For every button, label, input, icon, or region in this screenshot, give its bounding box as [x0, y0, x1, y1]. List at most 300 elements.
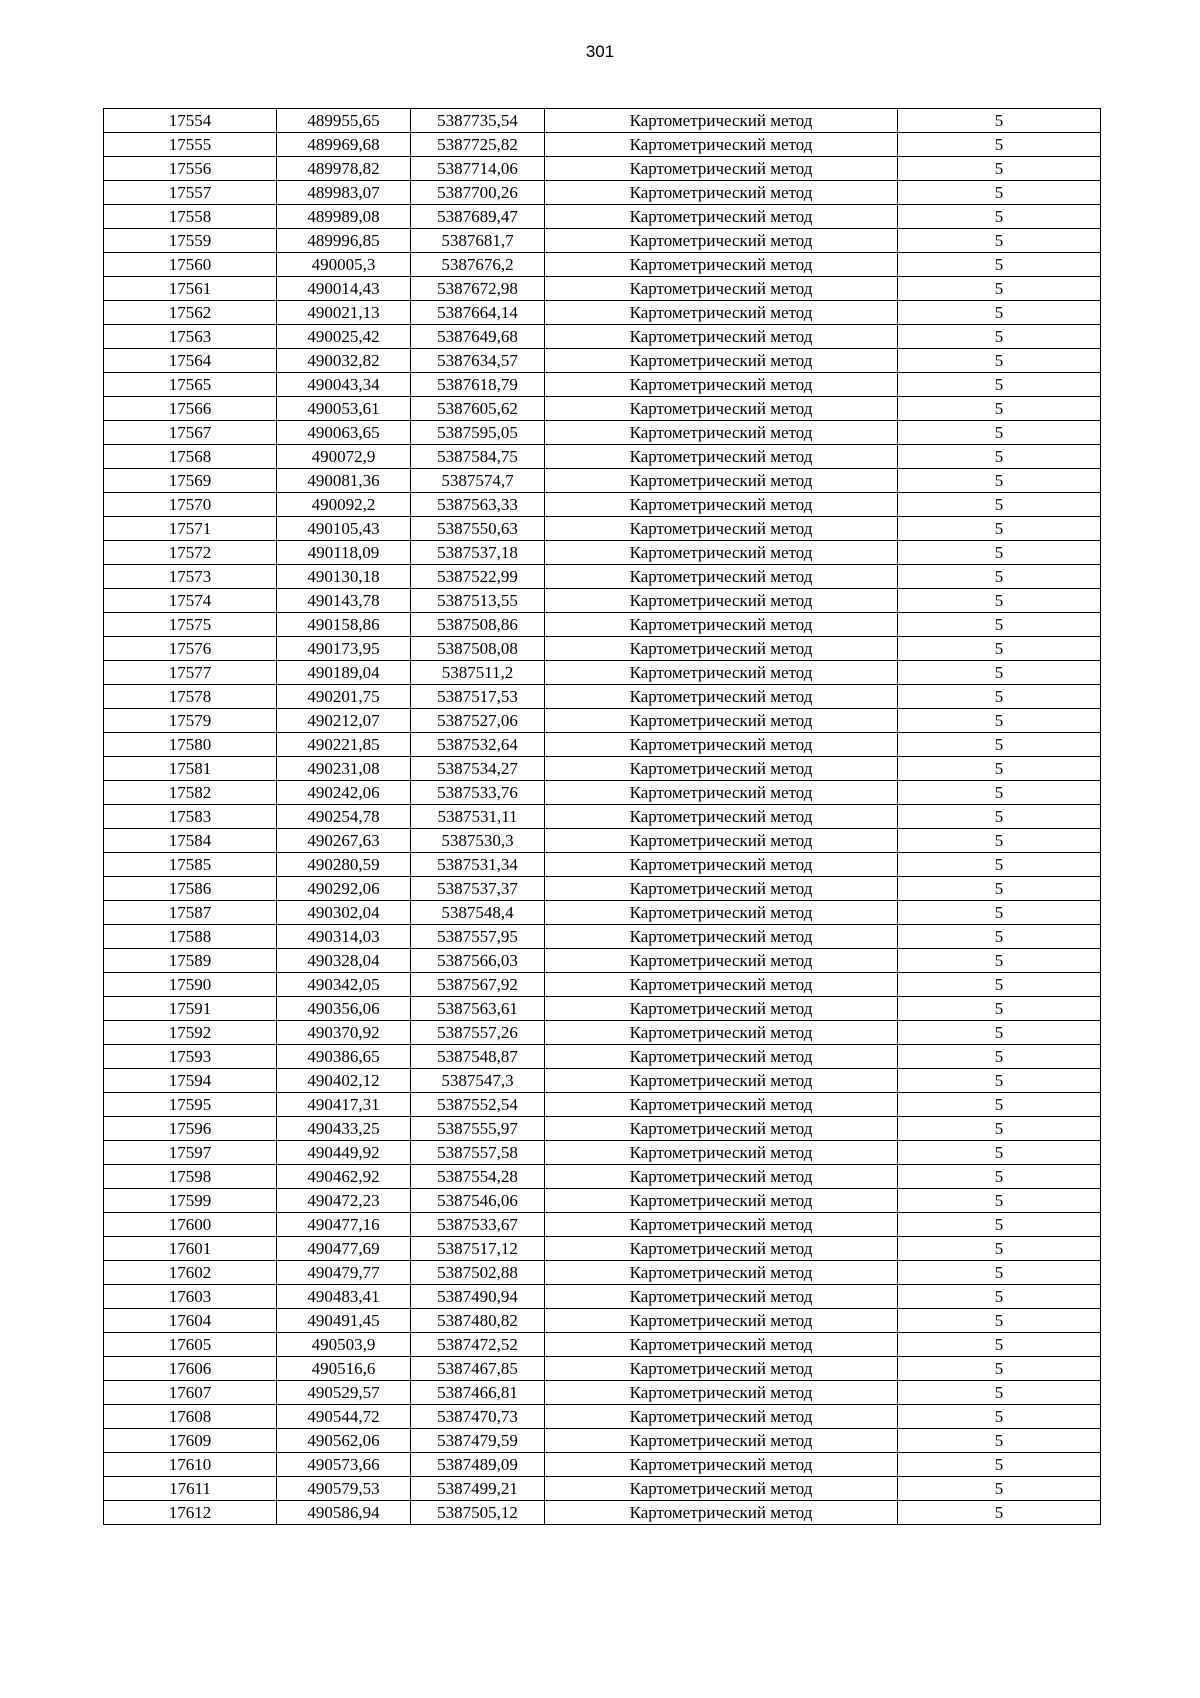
y-coordinate-cell: 5387557,95 — [411, 925, 545, 949]
method-cell: Картометрический метод — [545, 973, 898, 997]
y-coordinate-cell: 5387605,62 — [411, 397, 545, 421]
coordinates-table — [103, 108, 1101, 1525]
point-number-cell: 17569 — [104, 469, 277, 493]
x-coordinate-cell: 490562,06 — [277, 1429, 411, 1453]
x-coordinate-cell: 490280,59 — [277, 853, 411, 877]
x-coordinate-cell: 490402,12 — [277, 1069, 411, 1093]
method-cell: Картометрический метод — [545, 997, 898, 1021]
accuracy-cell: 5 — [898, 1429, 1101, 1453]
point-number-cell: 17606 — [104, 1357, 277, 1381]
point-number-cell: 17611 — [104, 1477, 277, 1501]
table-row — [104, 901, 1101, 925]
x-coordinate-cell: 489996,85 — [277, 229, 411, 253]
accuracy-cell: 5 — [898, 277, 1101, 301]
y-coordinate-cell: 5387533,76 — [411, 781, 545, 805]
table-body — [104, 109, 1101, 1525]
point-number-cell: 17572 — [104, 541, 277, 565]
accuracy-cell: 5 — [898, 1045, 1101, 1069]
accuracy-cell: 5 — [898, 469, 1101, 493]
y-coordinate-cell: 5387531,34 — [411, 853, 545, 877]
accuracy-cell: 5 — [898, 1069, 1101, 1093]
y-coordinate-cell: 5387555,97 — [411, 1117, 545, 1141]
method-cell: Картометрический метод — [545, 757, 898, 781]
table-row — [104, 1165, 1101, 1189]
table-row — [104, 1141, 1101, 1165]
y-coordinate-cell: 5387479,59 — [411, 1429, 545, 1453]
table-row — [104, 133, 1101, 157]
method-cell: Картометрический метод — [545, 397, 898, 421]
accuracy-cell: 5 — [898, 901, 1101, 925]
table-row — [104, 1261, 1101, 1285]
table-row — [104, 229, 1101, 253]
method-cell: Картометрический метод — [545, 1453, 898, 1477]
method-cell: Картометрический метод — [545, 877, 898, 901]
method-cell: Картометрический метод — [545, 325, 898, 349]
accuracy-cell: 5 — [898, 1357, 1101, 1381]
method-cell: Картометрический метод — [545, 1117, 898, 1141]
accuracy-cell: 5 — [898, 781, 1101, 805]
point-number-cell: 17605 — [104, 1333, 277, 1357]
method-cell: Картометрический метод — [545, 133, 898, 157]
y-coordinate-cell: 5387466,81 — [411, 1381, 545, 1405]
table-row — [104, 1309, 1101, 1333]
point-number-cell: 17586 — [104, 877, 277, 901]
method-cell: Картометрический метод — [545, 421, 898, 445]
y-coordinate-cell: 5387672,98 — [411, 277, 545, 301]
point-number-cell: 17559 — [104, 229, 277, 253]
accuracy-cell: 5 — [898, 253, 1101, 277]
x-coordinate-cell: 489955,65 — [277, 109, 411, 133]
point-number-cell: 17560 — [104, 253, 277, 277]
x-coordinate-cell: 490356,06 — [277, 997, 411, 1021]
method-cell: Картометрический метод — [545, 901, 898, 925]
y-coordinate-cell: 5387480,82 — [411, 1309, 545, 1333]
x-coordinate-cell: 490328,04 — [277, 949, 411, 973]
method-cell: Картометрический метод — [545, 637, 898, 661]
table-row — [104, 109, 1101, 133]
method-cell: Картометрический метод — [545, 1333, 898, 1357]
y-coordinate-cell: 5387531,11 — [411, 805, 545, 829]
method-cell: Картометрический метод — [545, 277, 898, 301]
point-number-cell: 17610 — [104, 1453, 277, 1477]
x-coordinate-cell: 490053,61 — [277, 397, 411, 421]
method-cell: Картометрический метод — [545, 517, 898, 541]
point-number-cell: 17574 — [104, 589, 277, 613]
x-coordinate-cell: 490292,06 — [277, 877, 411, 901]
method-cell: Картометрический метод — [545, 205, 898, 229]
method-cell: Картометрический метод — [545, 613, 898, 637]
x-coordinate-cell: 490158,86 — [277, 613, 411, 637]
x-coordinate-cell: 490472,23 — [277, 1189, 411, 1213]
x-coordinate-cell: 490462,92 — [277, 1165, 411, 1189]
x-coordinate-cell: 490231,08 — [277, 757, 411, 781]
x-coordinate-cell: 490092,2 — [277, 493, 411, 517]
point-number-cell: 17565 — [104, 373, 277, 397]
x-coordinate-cell: 490433,25 — [277, 1117, 411, 1141]
table-row — [104, 1405, 1101, 1429]
y-coordinate-cell: 5387557,26 — [411, 1021, 545, 1045]
x-coordinate-cell: 490189,04 — [277, 661, 411, 685]
y-coordinate-cell: 5387532,64 — [411, 733, 545, 757]
table-row — [104, 1357, 1101, 1381]
method-cell: Картометрический метод — [545, 1141, 898, 1165]
point-number-cell: 17596 — [104, 1117, 277, 1141]
accuracy-cell: 5 — [898, 301, 1101, 325]
method-cell: Картометрический метод — [545, 349, 898, 373]
table-row — [104, 1045, 1101, 1069]
method-cell: Картометрический метод — [545, 301, 898, 325]
point-number-cell: 17583 — [104, 805, 277, 829]
method-cell: Картометрический метод — [545, 181, 898, 205]
method-cell: Картометрический метод — [545, 229, 898, 253]
point-number-cell: 17581 — [104, 757, 277, 781]
x-coordinate-cell: 490386,65 — [277, 1045, 411, 1069]
table-row — [104, 349, 1101, 373]
x-coordinate-cell: 490105,43 — [277, 517, 411, 541]
x-coordinate-cell: 489983,07 — [277, 181, 411, 205]
accuracy-cell: 5 — [898, 157, 1101, 181]
method-cell: Картометрический метод — [545, 1285, 898, 1309]
accuracy-cell: 5 — [898, 517, 1101, 541]
y-coordinate-cell: 5387618,79 — [411, 373, 545, 397]
accuracy-cell: 5 — [898, 613, 1101, 637]
table-row — [104, 253, 1101, 277]
x-coordinate-cell: 490417,31 — [277, 1093, 411, 1117]
table-row — [104, 1453, 1101, 1477]
method-cell: Картометрический метод — [545, 829, 898, 853]
accuracy-cell: 5 — [898, 133, 1101, 157]
y-coordinate-cell: 5387563,33 — [411, 493, 545, 517]
x-coordinate-cell: 490072,9 — [277, 445, 411, 469]
point-number-cell: 17558 — [104, 205, 277, 229]
point-number-cell: 17588 — [104, 925, 277, 949]
accuracy-cell: 5 — [898, 229, 1101, 253]
y-coordinate-cell: 5387689,47 — [411, 205, 545, 229]
y-coordinate-cell: 5387508,86 — [411, 613, 545, 637]
y-coordinate-cell: 5387467,85 — [411, 1357, 545, 1381]
point-number-cell: 17591 — [104, 997, 277, 1021]
table-row — [104, 877, 1101, 901]
accuracy-cell: 5 — [898, 1093, 1101, 1117]
point-number-cell: 17589 — [104, 949, 277, 973]
y-coordinate-cell: 5387700,26 — [411, 181, 545, 205]
y-coordinate-cell: 5387517,12 — [411, 1237, 545, 1261]
accuracy-cell: 5 — [898, 1141, 1101, 1165]
y-coordinate-cell: 5387490,94 — [411, 1285, 545, 1309]
y-coordinate-cell: 5387508,08 — [411, 637, 545, 661]
point-number-cell: 17575 — [104, 613, 277, 637]
accuracy-cell: 5 — [898, 1117, 1101, 1141]
table-row — [104, 1093, 1101, 1117]
y-coordinate-cell: 5387513,55 — [411, 589, 545, 613]
method-cell: Картометрический метод — [545, 1045, 898, 1069]
table-row — [104, 373, 1101, 397]
accuracy-cell: 5 — [898, 589, 1101, 613]
accuracy-cell: 5 — [898, 853, 1101, 877]
point-number-cell: 17567 — [104, 421, 277, 445]
accuracy-cell: 5 — [898, 493, 1101, 517]
table-row — [104, 685, 1101, 709]
point-number-cell: 17608 — [104, 1405, 277, 1429]
point-number-cell: 17570 — [104, 493, 277, 517]
x-coordinate-cell: 490043,34 — [277, 373, 411, 397]
y-coordinate-cell: 5387557,58 — [411, 1141, 545, 1165]
y-coordinate-cell: 5387511,2 — [411, 661, 545, 685]
accuracy-cell: 5 — [898, 1285, 1101, 1309]
table-row — [104, 205, 1101, 229]
accuracy-cell: 5 — [898, 397, 1101, 421]
y-coordinate-cell: 5387472,52 — [411, 1333, 545, 1357]
table-row — [104, 589, 1101, 613]
x-coordinate-cell: 490503,9 — [277, 1333, 411, 1357]
table-row — [104, 973, 1101, 997]
y-coordinate-cell: 5387595,05 — [411, 421, 545, 445]
point-number-cell: 17573 — [104, 565, 277, 589]
point-number-cell: 17556 — [104, 157, 277, 181]
point-number-cell: 17607 — [104, 1381, 277, 1405]
point-number-cell: 17571 — [104, 517, 277, 541]
point-number-cell: 17555 — [104, 133, 277, 157]
y-coordinate-cell: 5387502,88 — [411, 1261, 545, 1285]
table-row — [104, 829, 1101, 853]
y-coordinate-cell: 5387517,53 — [411, 685, 545, 709]
table-row — [104, 757, 1101, 781]
method-cell: Картометрический метод — [545, 1309, 898, 1333]
y-coordinate-cell: 5387566,03 — [411, 949, 545, 973]
method-cell: Картометрический метод — [545, 949, 898, 973]
x-coordinate-cell: 490449,92 — [277, 1141, 411, 1165]
accuracy-cell: 5 — [898, 1213, 1101, 1237]
x-coordinate-cell: 490516,6 — [277, 1357, 411, 1381]
point-number-cell: 17601 — [104, 1237, 277, 1261]
method-cell: Картометрический метод — [545, 733, 898, 757]
y-coordinate-cell: 5387548,4 — [411, 901, 545, 925]
accuracy-cell: 5 — [898, 1381, 1101, 1405]
accuracy-cell: 5 — [898, 1453, 1101, 1477]
accuracy-cell: 5 — [898, 109, 1101, 133]
y-coordinate-cell: 5387714,06 — [411, 157, 545, 181]
x-coordinate-cell: 490212,07 — [277, 709, 411, 733]
method-cell: Картометрический метод — [545, 1021, 898, 1045]
table-row — [104, 1117, 1101, 1141]
table-row — [104, 181, 1101, 205]
point-number-cell: 17554 — [104, 109, 277, 133]
y-coordinate-cell: 5387567,92 — [411, 973, 545, 997]
accuracy-cell: 5 — [898, 877, 1101, 901]
method-cell: Картометрический метод — [545, 853, 898, 877]
y-coordinate-cell: 5387546,06 — [411, 1189, 545, 1213]
table-row — [104, 1189, 1101, 1213]
table-row — [104, 1021, 1101, 1045]
point-number-cell: 17602 — [104, 1261, 277, 1285]
x-coordinate-cell: 490081,36 — [277, 469, 411, 493]
x-coordinate-cell: 490201,75 — [277, 685, 411, 709]
table-row — [104, 565, 1101, 589]
method-cell: Картометрический метод — [545, 1165, 898, 1189]
method-cell: Картометрический метод — [545, 925, 898, 949]
table-row — [104, 1429, 1101, 1453]
point-number-cell: 17598 — [104, 1165, 277, 1189]
x-coordinate-cell: 490021,13 — [277, 301, 411, 325]
accuracy-cell: 5 — [898, 1021, 1101, 1045]
accuracy-cell: 5 — [898, 205, 1101, 229]
table-row — [104, 1333, 1101, 1357]
accuracy-cell: 5 — [898, 1165, 1101, 1189]
point-number-cell: 17564 — [104, 349, 277, 373]
table-row — [104, 493, 1101, 517]
y-coordinate-cell: 5387533,67 — [411, 1213, 545, 1237]
y-coordinate-cell: 5387527,06 — [411, 709, 545, 733]
accuracy-cell: 5 — [898, 1237, 1101, 1261]
table-row — [104, 325, 1101, 349]
point-number-cell: 17577 — [104, 661, 277, 685]
accuracy-cell: 5 — [898, 565, 1101, 589]
accuracy-cell: 5 — [898, 1477, 1101, 1501]
point-number-cell: 17568 — [104, 445, 277, 469]
accuracy-cell: 5 — [898, 541, 1101, 565]
method-cell: Картометрический метод — [545, 469, 898, 493]
y-coordinate-cell: 5387489,09 — [411, 1453, 545, 1477]
y-coordinate-cell: 5387505,12 — [411, 1501, 545, 1525]
y-coordinate-cell: 5387649,68 — [411, 325, 545, 349]
table-row — [104, 1501, 1101, 1525]
table-row — [104, 1381, 1101, 1405]
method-cell: Картометрический метод — [545, 1501, 898, 1525]
point-number-cell: 17557 — [104, 181, 277, 205]
y-coordinate-cell: 5387574,7 — [411, 469, 545, 493]
accuracy-cell: 5 — [898, 445, 1101, 469]
point-number-cell: 17609 — [104, 1429, 277, 1453]
table-row — [104, 1213, 1101, 1237]
accuracy-cell: 5 — [898, 325, 1101, 349]
table-row — [104, 637, 1101, 661]
table-row — [104, 613, 1101, 637]
y-coordinate-cell: 5387470,73 — [411, 1405, 545, 1429]
method-cell: Картометрический метод — [545, 253, 898, 277]
x-coordinate-cell: 490221,85 — [277, 733, 411, 757]
accuracy-cell: 5 — [898, 1309, 1101, 1333]
table-row — [104, 277, 1101, 301]
point-number-cell: 17566 — [104, 397, 277, 421]
y-coordinate-cell: 5387681,7 — [411, 229, 545, 253]
x-coordinate-cell: 490314,03 — [277, 925, 411, 949]
accuracy-cell: 5 — [898, 805, 1101, 829]
x-coordinate-cell: 489978,82 — [277, 157, 411, 181]
method-cell: Картометрический метод — [545, 109, 898, 133]
y-coordinate-cell: 5387584,75 — [411, 445, 545, 469]
accuracy-cell: 5 — [898, 1189, 1101, 1213]
table-row — [104, 1477, 1101, 1501]
point-number-cell: 17597 — [104, 1141, 277, 1165]
accuracy-cell: 5 — [898, 349, 1101, 373]
x-coordinate-cell: 489969,68 — [277, 133, 411, 157]
point-number-cell: 17612 — [104, 1501, 277, 1525]
accuracy-cell: 5 — [898, 1405, 1101, 1429]
x-coordinate-cell: 490370,92 — [277, 1021, 411, 1045]
y-coordinate-cell: 5387552,54 — [411, 1093, 545, 1117]
method-cell: Картометрический метод — [545, 589, 898, 613]
accuracy-cell: 5 — [898, 925, 1101, 949]
x-coordinate-cell: 490302,04 — [277, 901, 411, 925]
y-coordinate-cell: 5387725,82 — [411, 133, 545, 157]
point-number-cell: 17600 — [104, 1213, 277, 1237]
x-coordinate-cell: 490479,77 — [277, 1261, 411, 1285]
method-cell: Картометрический метод — [545, 541, 898, 565]
table-row — [104, 397, 1101, 421]
method-cell: Картометрический метод — [545, 1429, 898, 1453]
method-cell: Картометрический метод — [545, 685, 898, 709]
accuracy-cell: 5 — [898, 949, 1101, 973]
x-coordinate-cell: 490544,72 — [277, 1405, 411, 1429]
x-coordinate-cell: 490477,69 — [277, 1237, 411, 1261]
y-coordinate-cell: 5387550,63 — [411, 517, 545, 541]
x-coordinate-cell: 490483,41 — [277, 1285, 411, 1309]
x-coordinate-cell: 490118,09 — [277, 541, 411, 565]
accuracy-cell: 5 — [898, 733, 1101, 757]
accuracy-cell: 5 — [898, 181, 1101, 205]
x-coordinate-cell: 490491,45 — [277, 1309, 411, 1333]
point-number-cell: 17563 — [104, 325, 277, 349]
x-coordinate-cell: 490143,78 — [277, 589, 411, 613]
point-number-cell: 17594 — [104, 1069, 277, 1093]
table-row — [104, 925, 1101, 949]
method-cell: Картометрический метод — [545, 373, 898, 397]
x-coordinate-cell: 490579,53 — [277, 1477, 411, 1501]
accuracy-cell: 5 — [898, 373, 1101, 397]
method-cell: Картометрический метод — [545, 1093, 898, 1117]
x-coordinate-cell: 490573,66 — [277, 1453, 411, 1477]
method-cell: Картометрический метод — [545, 565, 898, 589]
x-coordinate-cell: 489989,08 — [277, 205, 411, 229]
x-coordinate-cell: 490477,16 — [277, 1213, 411, 1237]
x-coordinate-cell: 490267,63 — [277, 829, 411, 853]
table-row — [104, 469, 1101, 493]
y-coordinate-cell: 5387537,18 — [411, 541, 545, 565]
point-number-cell: 17580 — [104, 733, 277, 757]
method-cell: Картометрический метод — [545, 493, 898, 517]
point-number-cell: 17603 — [104, 1285, 277, 1309]
point-number-cell: 17584 — [104, 829, 277, 853]
y-coordinate-cell: 5387547,3 — [411, 1069, 545, 1093]
method-cell: Картометрический метод — [545, 445, 898, 469]
point-number-cell: 17582 — [104, 781, 277, 805]
table-row — [104, 421, 1101, 445]
point-number-cell: 17599 — [104, 1189, 277, 1213]
method-cell: Картометрический метод — [545, 1213, 898, 1237]
point-number-cell: 17604 — [104, 1309, 277, 1333]
x-coordinate-cell: 490242,06 — [277, 781, 411, 805]
y-coordinate-cell: 5387563,61 — [411, 997, 545, 1021]
method-cell: Картометрический метод — [545, 1261, 898, 1285]
table-row — [104, 709, 1101, 733]
method-cell: Картометрический метод — [545, 1189, 898, 1213]
accuracy-cell: 5 — [898, 973, 1101, 997]
table-row — [104, 1237, 1101, 1261]
x-coordinate-cell: 490025,42 — [277, 325, 411, 349]
x-coordinate-cell: 490529,57 — [277, 1381, 411, 1405]
x-coordinate-cell: 490254,78 — [277, 805, 411, 829]
y-coordinate-cell: 5387534,27 — [411, 757, 545, 781]
accuracy-cell: 5 — [898, 757, 1101, 781]
method-cell: Картометрический метод — [545, 661, 898, 685]
y-coordinate-cell: 5387522,99 — [411, 565, 545, 589]
x-coordinate-cell: 490130,18 — [277, 565, 411, 589]
y-coordinate-cell: 5387735,54 — [411, 109, 545, 133]
point-number-cell: 17561 — [104, 277, 277, 301]
table-row — [104, 805, 1101, 829]
point-number-cell: 17585 — [104, 853, 277, 877]
point-number-cell: 17592 — [104, 1021, 277, 1045]
